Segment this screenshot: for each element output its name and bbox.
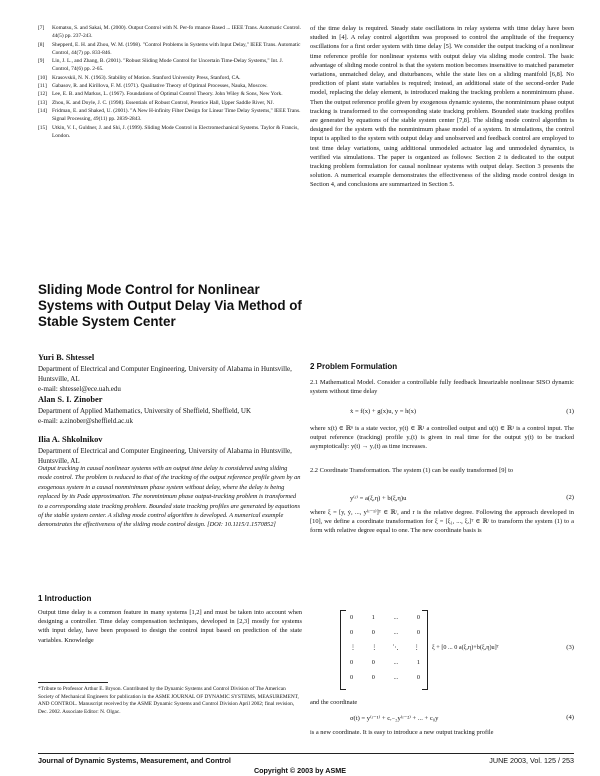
reference-item [38,24,302,41]
author-block [38,434,302,466]
reference-number: [12] [38,91,47,98]
reference-item [38,99,302,107]
author-email[interactable]: e-mail: a.zinober@sheffield.ac.uk [38,417,133,426]
paragraph: where ξ = [y, ẏ, ..., y⁽ʳ⁻¹⁾]ᵀ ∈ ℝʳ, and r is the relative degree. Following the approach developed in [10], we define a coordinate transformation for ξ = [ξ₁, ..., ξᵣ]ᵀ ∈ ℝʳ to transform the system (1) to a form with relative degree equal to one. The new coordinate basis is [310,509,574,535]
section-heading: 2 Problem Formulation [310,362,398,371]
matrix-row: 0 0 ... 0 [350,629,420,636]
reference-item [38,57,302,74]
references-list [38,24,302,140]
footer-divider [38,753,574,754]
reference-number: [13] [38,99,47,106]
equation-number: (4) [566,714,574,721]
subsection-paragraph: 2.2 Coordinate Transformation. The system (1) can be easily transformed [9] to [310,467,514,474]
author-email[interactable]: e-mail: shtessel@ece.uah.edu [38,385,121,394]
reference-number: [9] [38,58,45,65]
matrix-row: 0 1 ... 0 [350,614,420,621]
intro-paragraph: Output time delay is a common feature in many systems [1,2] and must be taken into account when designing a controller. Time delay compensation techniques, developed in [2,3] mostly for systems with input delay, have been proposed to design the control input based on prediction of the state variables. Knowledge [38,609,302,644]
paper-title: Sliding Mode Control for Nonlinear Systems with Output Delay Via Method of Stable System Center [38,282,302,329]
author-affiliation: Department of Applied Mathematics, University of Sheffield, Sheffield, UK [38,407,252,415]
reference-number: [8] [38,41,45,48]
reference-number: [14] [38,107,47,114]
reference-text: Lee, E. B. and Markus, L. (1967). Foundations of Optimal Control Theory. John Wiley & Sons, New York. [52,91,283,98]
reference-text: Zhou, K. and Doyle, J. C. (1998). Essentials of Robust Control, Prentice Hall, Upper Saddle River, NJ. [52,99,274,106]
author-name: Ilia A. Shkolnikov [38,435,103,444]
equation-number: (1) [566,408,574,415]
reference-item [38,41,302,58]
equation-number-holder [310,644,574,654]
section-heading: 1 Introduction [38,594,92,603]
reference-text: Lin, J. L., and Zhang, B. (2001). "Robust Sliding Mode Control for Uncertain Time-Delay Systems," Int. J. Control, 74(6) pp. 2-65. [52,58,284,73]
paragraph: where x(t) ∈ ℝⁿ is a state vector, y(t) ∈ ℝ¹ a controlled output and u(t) ∈ ℝ¹ is a control input. The output reference (tracking) profile yᵣ(t) is given in real time for the output y(t) to be tracked asymptotically: y(t) → yᵣ(t) as time increases. [310,425,574,451]
reference-text: Fridman, E. and Shaked, U. (2001). "A New H-infinity Filter Design for Linear Time Delay Systems," IEEE Trans. Signal Processing, 49(11) pp. 2839-2843. [52,107,301,123]
reference-number: [15] [38,124,47,131]
abstract: Output tracking in causal nonlinear systems with an output time delay is considered using sliding mode control. The problem is reduced to that of the tracking of the output reference profile given by an exogenous system in a causal nonminimum phase system without delay, where the delay is being replaced by its Pade approximation. The nonminimum phase output-tracking problem is transformed to a corresponding state tracking problem. Bounded state tracking profiles are generated by equations of the stable system center. A sliding mode control algorithm is developed. A numerical example demonstrates the effectiveness of the sliding mode control design. [DOI: 10.1115/1.1570852] [38,465,301,529]
footnote-divider [38,682,108,683]
reference-number: [11] [38,83,47,90]
equation-number: (3) [566,644,574,651]
reference-item [38,82,302,90]
matrix-row: 0 0 ... 1 [350,659,420,666]
reference-text: Utkin, V. I., Guldner, J. and Shi, J. (1999). Sliding Mode Control in Electromechanical Systems. Taylor & Francis, London. [52,124,299,139]
equation [310,714,574,724]
page-info: JUNE 2003, Vol. 125 / 253 [489,756,574,765]
author-block [38,394,302,426]
reference-number: [7] [38,25,45,31]
matrix-row: ⋮ ⋮ ⋱ ⋮ [350,644,420,651]
author-name: Alan S. I. Zinober [38,395,103,404]
equation-body: y⁽ʳ⁾ = a(ξ,η) + b(ξ,η)u [350,495,407,502]
reference-item [38,90,302,98]
reference-text: Shepperd, E. H. and Zhou, W. M. (1998). "Control Problems in Systems with Input Delay," IEEE Trans. Automatic Control, 44(7) pp. 833-846. [52,41,301,56]
copyright-line: Copyright © 2003 by ASME [253,766,347,775]
author-affiliation: Department of Electrical and Computer Engineering, University of Alabama in Huntsville, Huntsville, AL [38,365,292,384]
subsection-paragraph: 2.1 Mathematical Model. Consider a controllable fully feedback linearizable nonlinear SISO dynamic system without time delay [310,379,574,396]
author-block [38,352,302,395]
matrix-row: 0 0 ... 0 [350,674,420,681]
reference-text: Komatsu, S. and Sakai, M. (2000). Output Control with N. Per-fo rmance Based ... IEEE Trans. Automatic Control. 44(5) pp. 237-243. [52,25,302,40]
equation-body: ẋ = f(x) + g(x)u, y = h(x) [350,408,417,415]
journal-name: Journal of Dynamic Systems, Measurement, and Control [38,756,231,765]
equation-body: σ(t) = y⁽ʳ⁻¹⁾ + cᵣ₋₂y⁽ʳ⁻²⁾ + ... + c₀y [350,715,439,722]
equation-number: (2) [566,494,574,501]
footnote: *Tribute to Professor Arthur E. Bryson. Contributed by the Dynamic Systems and Control Division of The American Society of Mechanical Engineers for publication in the ASME JOURNAL OF DYNAMIC SYSTEMS, MEASUREMENT, AND CONTROL. Manuscript received by the ASME Dynamic Systems and Control Division April 2002; final revision, Dec. 2002. Associate Editor: N. Olgac. [38,686,299,715]
reference-number: [10] [38,74,47,81]
paragraph: and the coordinate [310,699,358,706]
intro-continued-paragraph: of the time delay is required. Steady state oscillations in relay systems with time delay have been studied in [4]. A relay control algorithm was proposed to control the amplitude of the frequency oscillations for a first order system with time delay [5]. We consider the output tracking of a nonlinear time reference profile for nonlinear systems with output delay via sliding mode control. The basic advantage of sliding mode control is that the system motion becomes insensitive to matched parameter variations, unmatched delay, and disturbances, while the state lies on a sliding manifold [6,8]. No prediction of plant state variables is required; instead, an additional state of the second-order Pade model, replacing the delay element, is introduced making the tracking problem a nonminimum phase. Then the output reference profile given by exogenous dynamic systems, the nonminimum phase output tracking is transformed to the corresponding state tracking problem. Bounded state tracking profiles are generated by equations of the stable system center [7,8]. The sliding mode control algorithm is designed for the system with the nonminimum phase model of a system. In simulations, the control input is applied to the system with output delay and unobserved and feedback control are employed to test time delay variations, using additional unmodeled actuator lag and unmodeled dynamics, is verified via simulations. The paper is organized as follows: Section 2 is dedicated to the output tracking problem formulation for causal nonlinear systems with output delay. Section 3 presents the solution. A numerical example demonstrates the effectiveness of the sliding mode control design in Section 4, and conclusions are summarized in Section 5. [310,25,574,189]
reference-item [38,107,302,124]
reference-text: Krasovskii, N. N. (1963). Stability of Motion. Stanford University Press, Stanford, CA. [52,74,241,81]
paragraph: is a new coordinate. It is easy to introduce a new output tracking profile [310,729,494,736]
reference-text: Gabasov, R. and Kirillova, F. M. (1971). Qualitative Theory of Optimal Processes, Nauka, Moscow. [52,83,268,90]
reference-item [38,74,302,82]
matrix-rhs: ξ + [0 ... 0 a(ξ,η)+b(ξ,η)u]ᵀ [432,644,499,651]
equation [310,408,574,418]
reference-item [38,124,302,141]
author-affiliation: Department of Electrical and Computer Engineering, University of Alabama in Huntsville, Huntsville, AL [38,447,292,466]
author-name: Yuri B. Shtessel [38,353,95,362]
equation [310,494,574,504]
